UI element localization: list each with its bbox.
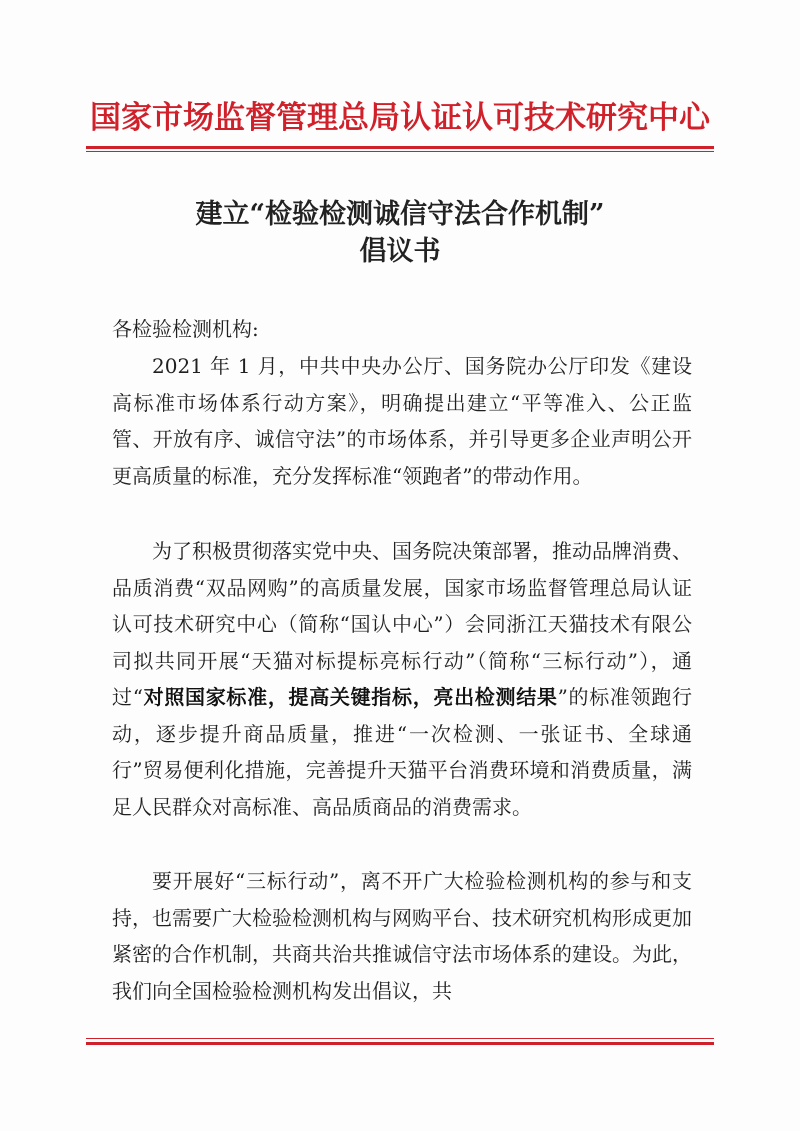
- paragraph-2-text: [112, 533, 692, 825]
- paragraph-2-emphasis: 对照国家标准，提高关键指标，亮出检测结果: [142, 685, 558, 709]
- paragraph-1-text: 2021 年 1 月，中共中央办公厅、国务院办公厅印发《建设高标准市场体系行动方案》，明确提出建立“平等准入、公正监管、开放有序、诚信守法”的市场体系，并引导更多企业声明公开更高质量的标准，充分发挥标准“领跑者”的带动作用。: [112, 354, 692, 488]
- header-rule-thick: [86, 146, 714, 149]
- document-title-line1: 建立“检验检测诚信守法合作机制”: [195, 199, 605, 230]
- salutation: 各检验检测机构:: [112, 317, 259, 341]
- paragraph-3-text: 要开展好“三标行动”，离不开广大检验检测机构的参与和支持，也需要广大检验检测机构与网购平台、技术研究机构形成更加紧密的合作机制，共商共治共推诚信守法市场体系的建设。为此，我们向全国检验检测机构发出倡议，共: [112, 869, 692, 1003]
- paragraph-2-lead: 为了积极贯彻落实党中央、国务院决策部署，推动品牌消费、品质消费“双品网购”的高质量发展，国家市场监督管理总局认证认可技术研究中心（简称“国认中心”）会同浙江天猫技术有限公司拟共同开展“天猫对标提标亮标行动”（简称“三标行动”），通过“: [112, 539, 692, 709]
- organization-header: 国家市场监督管理总局认证认可技术研究中心: [90, 100, 710, 136]
- document-title-line2: 倡议书: [359, 236, 441, 267]
- paragraph-2: [112, 533, 692, 825]
- header-rule-thin: [86, 151, 714, 152]
- paragraph-3: [112, 863, 692, 1009]
- paragraph-2-tail: ”的标准领跑行动，逐步提升商品质量，推进“一次检测、一张证书、全球通行”贸易便利化措施，完善提升天猫平台消费环境和消费质量，满足人民群众对高标准、高品质商品的消费需求。: [112, 685, 693, 819]
- footer-rule-thick: [86, 1042, 714, 1045]
- footer-rule-thin: [86, 1038, 714, 1039]
- paragraph-1: [112, 348, 692, 494]
